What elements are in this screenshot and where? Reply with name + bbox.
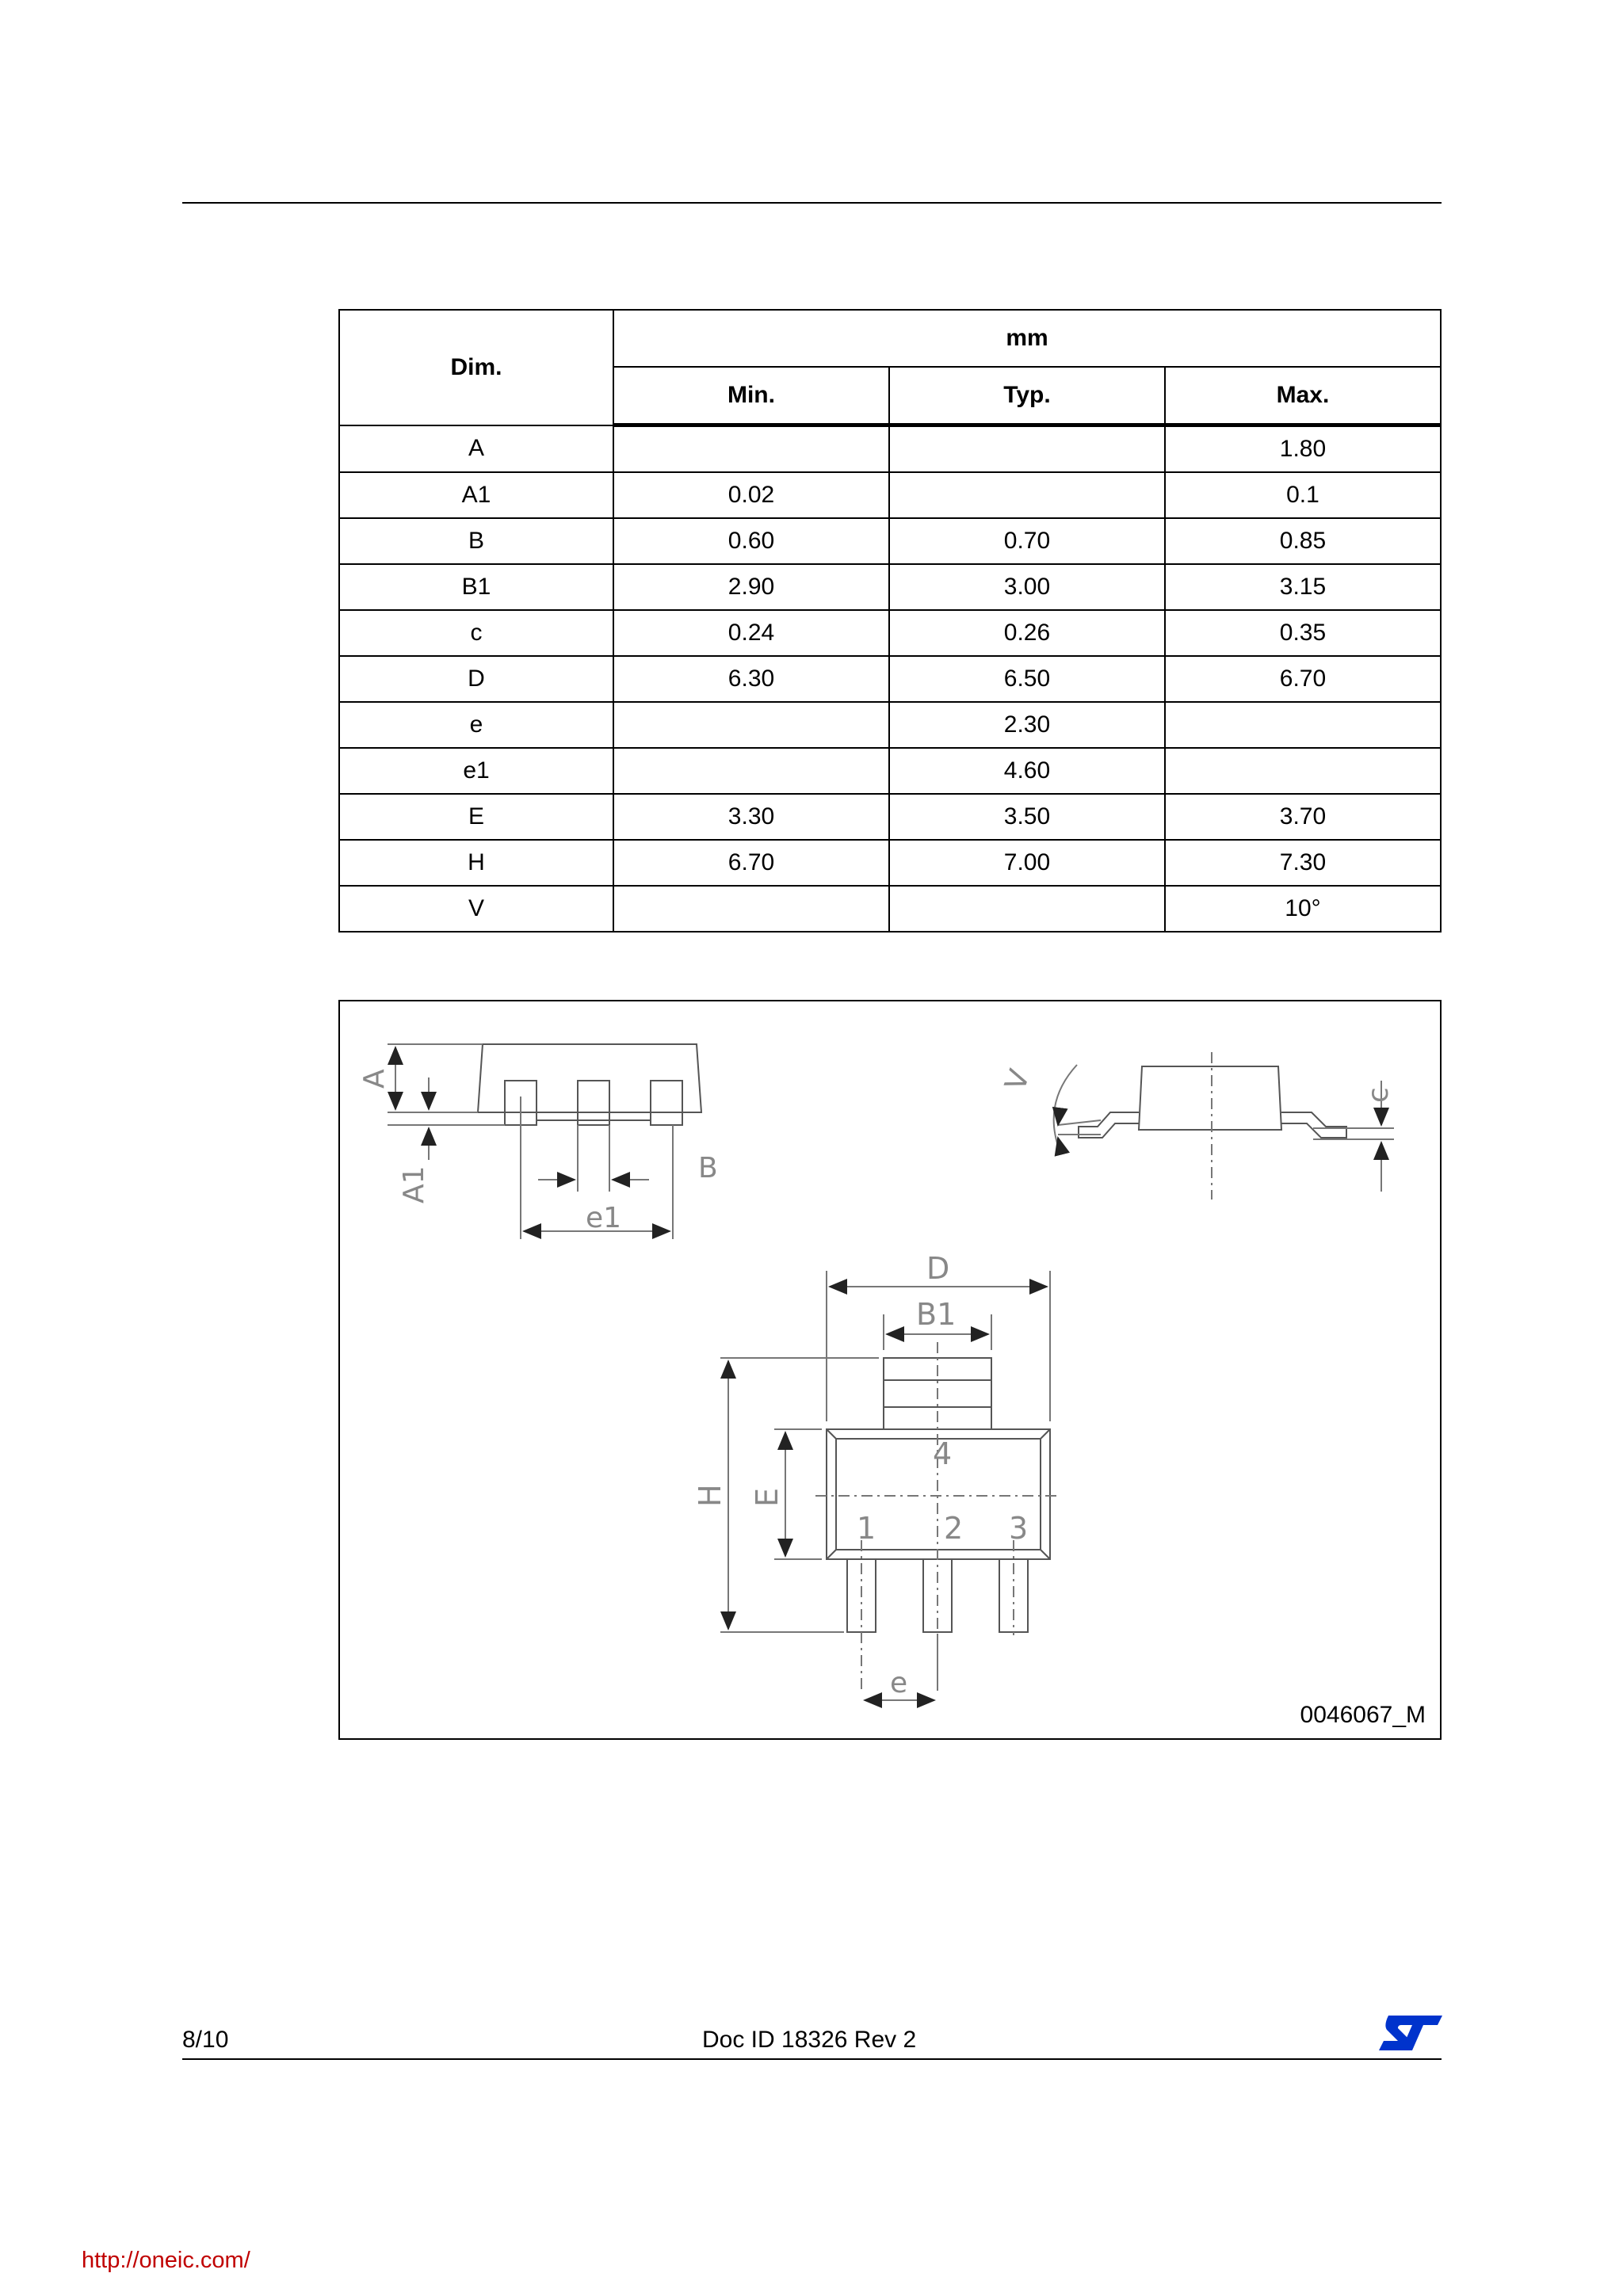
table-row (339, 610, 1441, 656)
cell-min (613, 886, 889, 932)
end-view (1054, 1052, 1394, 1199)
label-A: A (358, 1069, 391, 1089)
package-drawing (338, 1000, 1442, 1740)
cell-max: 3.70 (1165, 794, 1441, 840)
table-row (339, 656, 1441, 702)
table-row (339, 794, 1441, 840)
cell-min (613, 702, 889, 748)
cell-typ: 2.30 (889, 702, 1165, 748)
cell-typ (889, 472, 1165, 518)
dimensions-table (338, 309, 1442, 933)
cell-max: 0.35 (1165, 610, 1441, 656)
cell-typ: 3.50 (889, 794, 1165, 840)
cell-dim: V (339, 886, 613, 932)
label-A1: A1 (398, 1165, 430, 1203)
drawing-code: 0046067_M (1300, 1702, 1426, 1728)
cell-dim: A1 (339, 472, 613, 518)
cell-min: 6.30 (613, 656, 889, 702)
cell-typ: 0.70 (889, 518, 1165, 564)
cell-min: 0.60 (613, 518, 889, 564)
cell-max: 1.80 (1165, 425, 1441, 473)
dim-header: Dim. (339, 310, 613, 425)
cell-dim: c (339, 610, 613, 656)
cell-dim: D (339, 656, 613, 702)
cell-max: 0.85 (1165, 518, 1441, 564)
st-logo-icon (1377, 2012, 1444, 2058)
side-view (388, 1044, 701, 1239)
cell-max: 10° (1165, 886, 1441, 932)
cell-max: 6.70 (1165, 656, 1441, 702)
table-row (339, 472, 1441, 518)
dimensions-body (339, 425, 1441, 933)
cell-typ: 0.26 (889, 610, 1165, 656)
cell-min: 0.24 (613, 610, 889, 656)
table-row (339, 564, 1441, 610)
table-row (339, 840, 1441, 886)
cell-max: 3.15 (1165, 564, 1441, 610)
label-c: c (1362, 1087, 1395, 1103)
cell-dim: B (339, 518, 613, 564)
label-pin1: 1 (857, 1511, 876, 1546)
cell-dim: E (339, 794, 613, 840)
label-B: B (698, 1152, 718, 1184)
cell-max: 7.30 (1165, 840, 1441, 886)
label-B1: B1 (916, 1297, 957, 1332)
table-row (339, 748, 1441, 794)
label-D: D (926, 1251, 950, 1286)
unit-header: mm (613, 310, 1441, 367)
cell-typ: 4.60 (889, 748, 1165, 794)
cell-typ: 7.00 (889, 840, 1165, 886)
label-E: E (750, 1487, 785, 1507)
label-e: e (890, 1667, 908, 1699)
cell-typ: 3.00 (889, 564, 1165, 610)
package-outline-svg (340, 1001, 1440, 1738)
cell-dim: e (339, 702, 613, 748)
page-number: 8/10 (182, 2027, 229, 2053)
cell-min: 6.70 (613, 840, 889, 886)
cell-max: 0.1 (1165, 472, 1441, 518)
label-pin3: 3 (1009, 1511, 1029, 1546)
cell-typ (889, 886, 1165, 932)
label-H: H (693, 1484, 727, 1507)
cell-min (613, 425, 889, 473)
label-e1: e1 (586, 1202, 622, 1234)
label-V: V (999, 1065, 1037, 1096)
top-view (720, 1271, 1061, 1700)
cell-dim: H (339, 840, 613, 886)
cell-min: 3.30 (613, 794, 889, 840)
cell-typ (889, 425, 1165, 473)
cell-max (1165, 748, 1441, 794)
cell-typ: 6.50 (889, 656, 1165, 702)
table-row (339, 518, 1441, 564)
typ-header: Typ. (889, 367, 1165, 425)
cell-min: 0.02 (613, 472, 889, 518)
source-url[interactable]: http://oneic.com/ (82, 2248, 250, 2273)
cell-dim: A (339, 425, 613, 473)
max-header: Max. (1165, 367, 1441, 425)
min-header: Min. (613, 367, 889, 425)
cell-min: 2.90 (613, 564, 889, 610)
table-row (339, 425, 1441, 473)
document-id: Doc ID 18326 Rev 2 (702, 2027, 917, 2053)
cell-max (1165, 702, 1441, 748)
cell-min (613, 748, 889, 794)
table-row (339, 886, 1441, 932)
label-pin2: 2 (944, 1511, 964, 1546)
cell-dim: B1 (339, 564, 613, 610)
table-row (339, 702, 1441, 748)
label-pin4: 4 (933, 1436, 953, 1471)
cell-dim: e1 (339, 748, 613, 794)
header-rule (182, 202, 1442, 204)
footer-rule (182, 2058, 1442, 2060)
